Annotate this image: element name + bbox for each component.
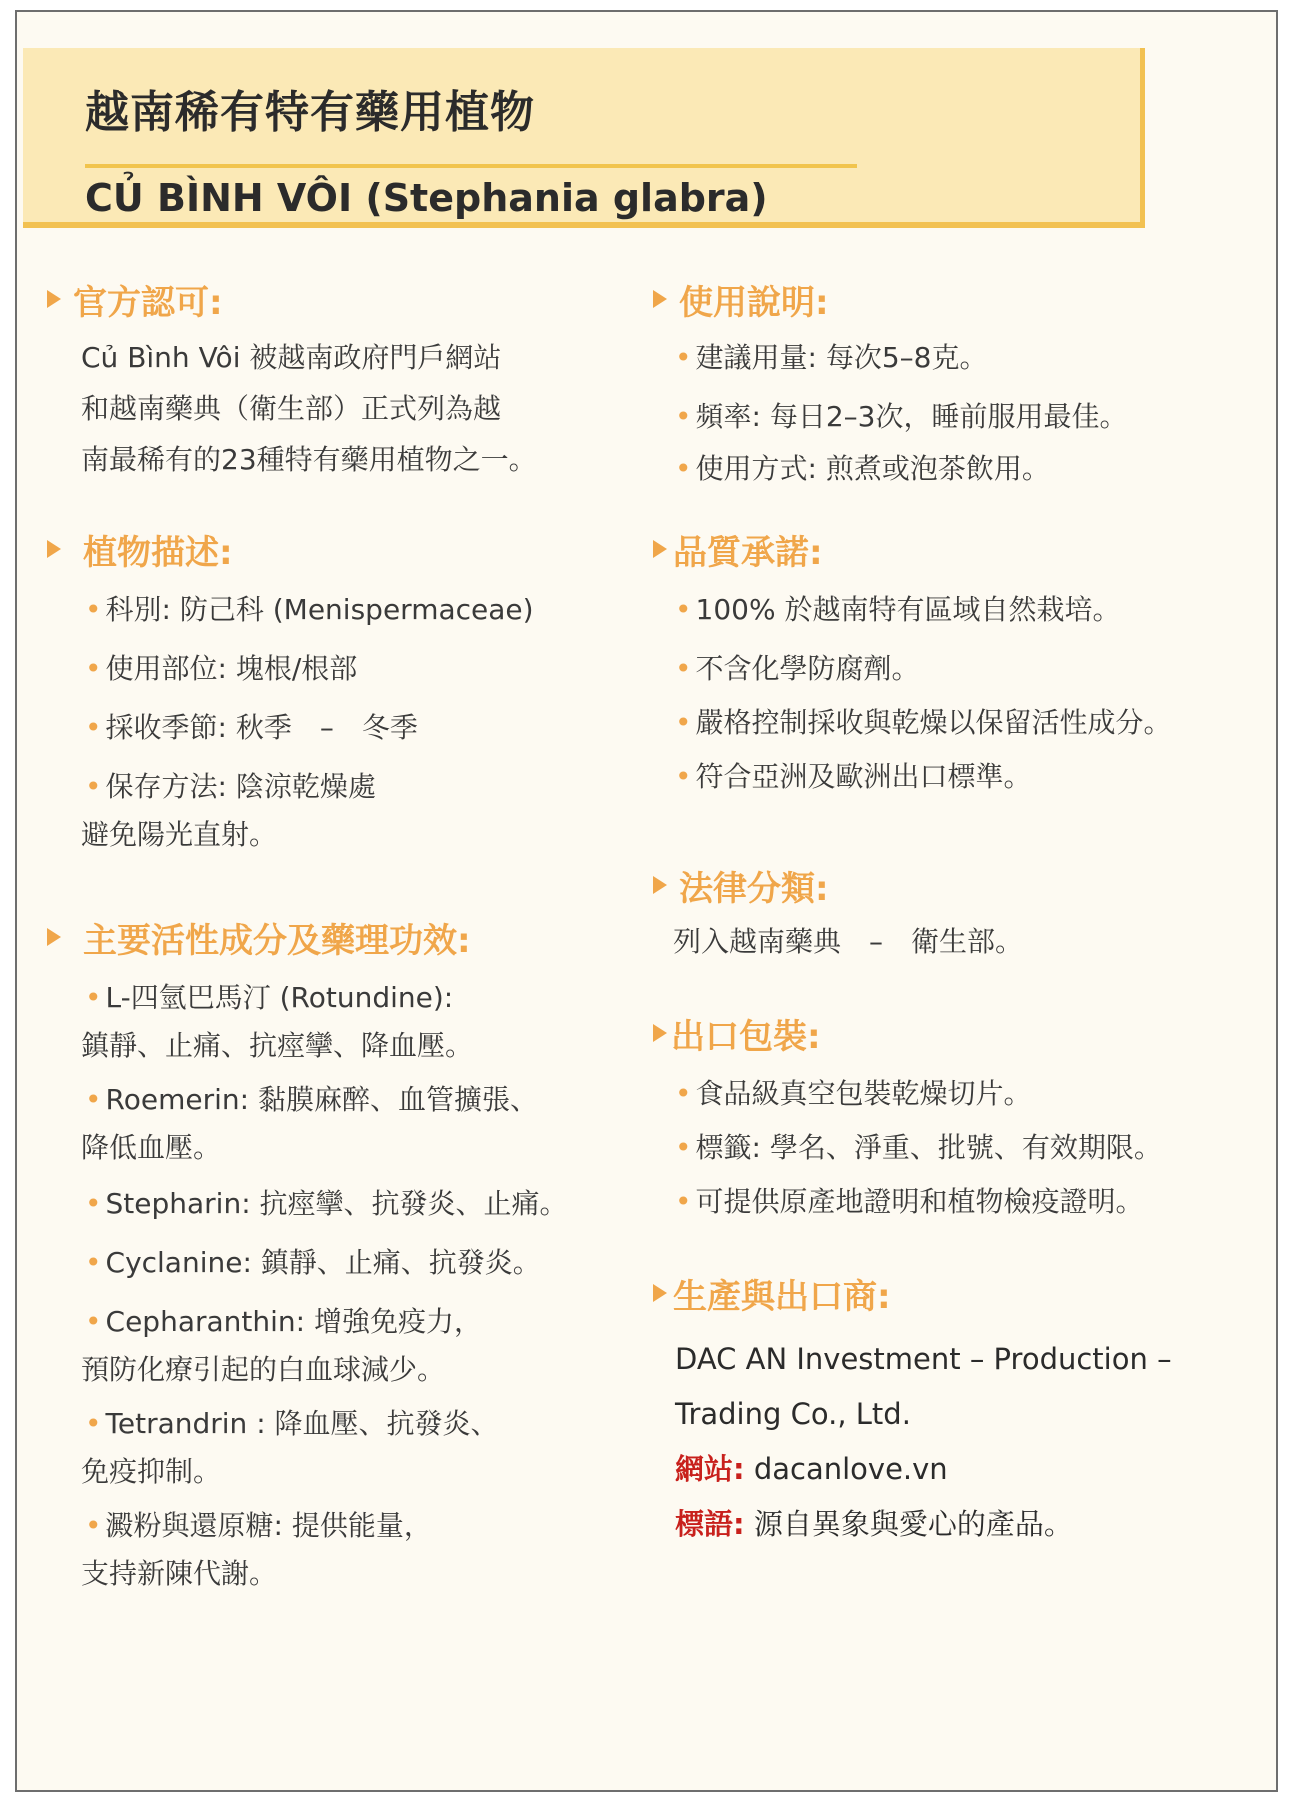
list-item: • 食品級真空包裝乾燥切片。 [675,1077,1032,1110]
section-official-recognition [47,274,537,485]
bullet-dot-icon: • [675,706,692,739]
company-name-line: DAC AN Investment – Production – [675,1342,1172,1376]
bullet-dot-icon: • [85,1407,102,1440]
list-item: • L-四氫巴馬汀 (Rotundine): [85,981,454,1014]
list-item-continuation: 降低血壓。 [81,1131,222,1164]
list-item: • Cepharanthin: 增強免疫力， [85,1305,482,1338]
bullet-dot-icon: • [675,452,692,485]
slogan-text: 源自異象與愛心的產品。 [753,1507,1073,1541]
bullet-dot-icon: • [85,981,102,1014]
title-underline [85,164,857,168]
section-heading: 使用說明: [679,282,829,323]
section-usage-instructions [653,274,1127,493]
bullet-dot-icon: • [85,1305,102,1338]
header-banner [23,48,1145,228]
bullet-dot-icon: • [85,1509,102,1542]
triangle-right-icon [653,876,667,894]
text-line: Củ Bình Vôi 被越南政府門戶網站 [81,341,502,374]
bullet-dot-icon: • [85,1187,102,1220]
list-item: • 使用部位: 塊根/根部 [85,652,358,685]
list-item: • 科別: 防己科 (Menispermaceae) [85,593,534,626]
list-item: • 採收季節: 秋季 – 冬季 [85,711,418,744]
section-quality-commitment [653,524,1172,801]
bullet-dot-icon: • [85,711,102,744]
list-item-continuation: 免疫抑制。 [81,1455,222,1488]
slogan-label: 標語: [675,1507,745,1541]
list-item: • Roemerin: 黏膜麻醉、血管擴張、 [85,1083,538,1116]
section-heading: 法律分類: [679,868,829,909]
list-item: • 標籤: 學名、淨重、批號、有效期限。 [675,1131,1162,1164]
list-item: • Stepharin: 抗痙攣、抗發炎、止痛。 [85,1187,568,1220]
bullet-dot-icon: • [675,593,692,626]
list-item: • 澱粉與還原糖: 提供能量， [85,1509,432,1542]
list-item-continuation: 鎮靜、止痛、抗痙攣、降血壓。 [81,1029,474,1062]
bullet-dot-icon: • [675,341,692,374]
company-name-line: Trading Co., Ltd. [675,1397,911,1431]
list-item: • 使用方式: 煎煮或泡茶飲用。 [675,452,1050,485]
bullet-dot-icon: • [85,770,102,803]
bullet-dot-icon: • [85,1246,102,1279]
list-item: • 不含化學防腐劑。 [675,652,920,685]
legal-text: 列入越南藥典 – 衛生部。 [673,925,1024,958]
bullet-dot-icon: • [675,400,692,433]
section-heading: 生產與出口商: [673,1276,891,1317]
list-item: • 嚴格控制採收與乾燥以保留活性成分。 [675,706,1172,739]
list-item-continuation: 支持新陳代謝。 [81,1557,278,1590]
slogan-line [675,1497,1172,1552]
section-export-packaging [653,1008,1162,1226]
page-title: 越南稀有特有藥用植物 [85,87,535,138]
list-item: • 符合亞洲及歐洲出口標準。 [675,760,1032,793]
triangle-right-icon [47,928,61,946]
bullet-dot-icon: • [85,1083,102,1116]
section-legal-classification [653,860,1023,966]
bullet-dot-icon: • [675,1185,692,1218]
list-item: • 保存方法: 陰涼乾燥處 [85,770,376,803]
website-label: 網站: [675,1452,745,1486]
bullet-dot-icon: • [675,1131,692,1164]
triangle-right-icon [653,1284,667,1302]
triangle-right-icon [653,290,667,308]
bullet-dot-icon: • [675,760,692,793]
list-item-continuation: 預防化療引起的白血球減少。 [81,1353,446,1386]
section-plant-description [47,524,534,859]
triangle-right-icon [47,290,61,308]
section-heading: 出口包裝: [671,1016,821,1057]
list-item: • 頻率: 每日2–3次，睡前服用最佳。 [675,400,1128,433]
list-item: • 建議用量: 每次5–8克。 [675,341,988,374]
bullet-dot-icon: • [675,652,692,685]
text-line: 和越南藥典（衛生部）正式列為越 [81,392,502,425]
brochure-page [15,10,1278,1792]
section-producer-exporter [653,1268,1172,1552]
list-item: • 100% 於越南特有區域自然栽培。 [675,593,1121,626]
section-heading: 主要活性成分及藥理功效: [83,920,471,961]
section-heading: 品質承諾: [673,532,823,573]
triangle-right-icon [47,540,61,558]
triangle-right-icon [653,1024,667,1042]
bullet-dot-icon: • [85,652,102,685]
section-heading: 官方認可: [73,282,223,323]
triangle-right-icon [653,540,667,558]
list-item-continuation: 避免陽光直射。 [81,818,278,851]
section-heading: 植物描述: [83,532,233,573]
bullet-dot-icon: • [85,593,102,626]
website-line [675,1442,1172,1497]
page-subtitle: CỦ BÌNH VÔI (Stephania glabra) [85,176,768,220]
list-item: • Tetrandrin : 降血壓、抗發炎、 [85,1407,499,1440]
website-link[interactable]: dacanlove.vn [753,1452,948,1486]
list-item: • Cyclanine: 鎮靜、止痛、抗發炎。 [85,1246,541,1279]
list-item: • 可提供原產地證明和植物檢疫證明。 [675,1185,1144,1218]
bullet-dot-icon: • [675,1077,692,1110]
text-line: 南最稀有的23種特有藥用植物之一。 [81,443,537,476]
section-active-ingredients [47,912,568,1598]
